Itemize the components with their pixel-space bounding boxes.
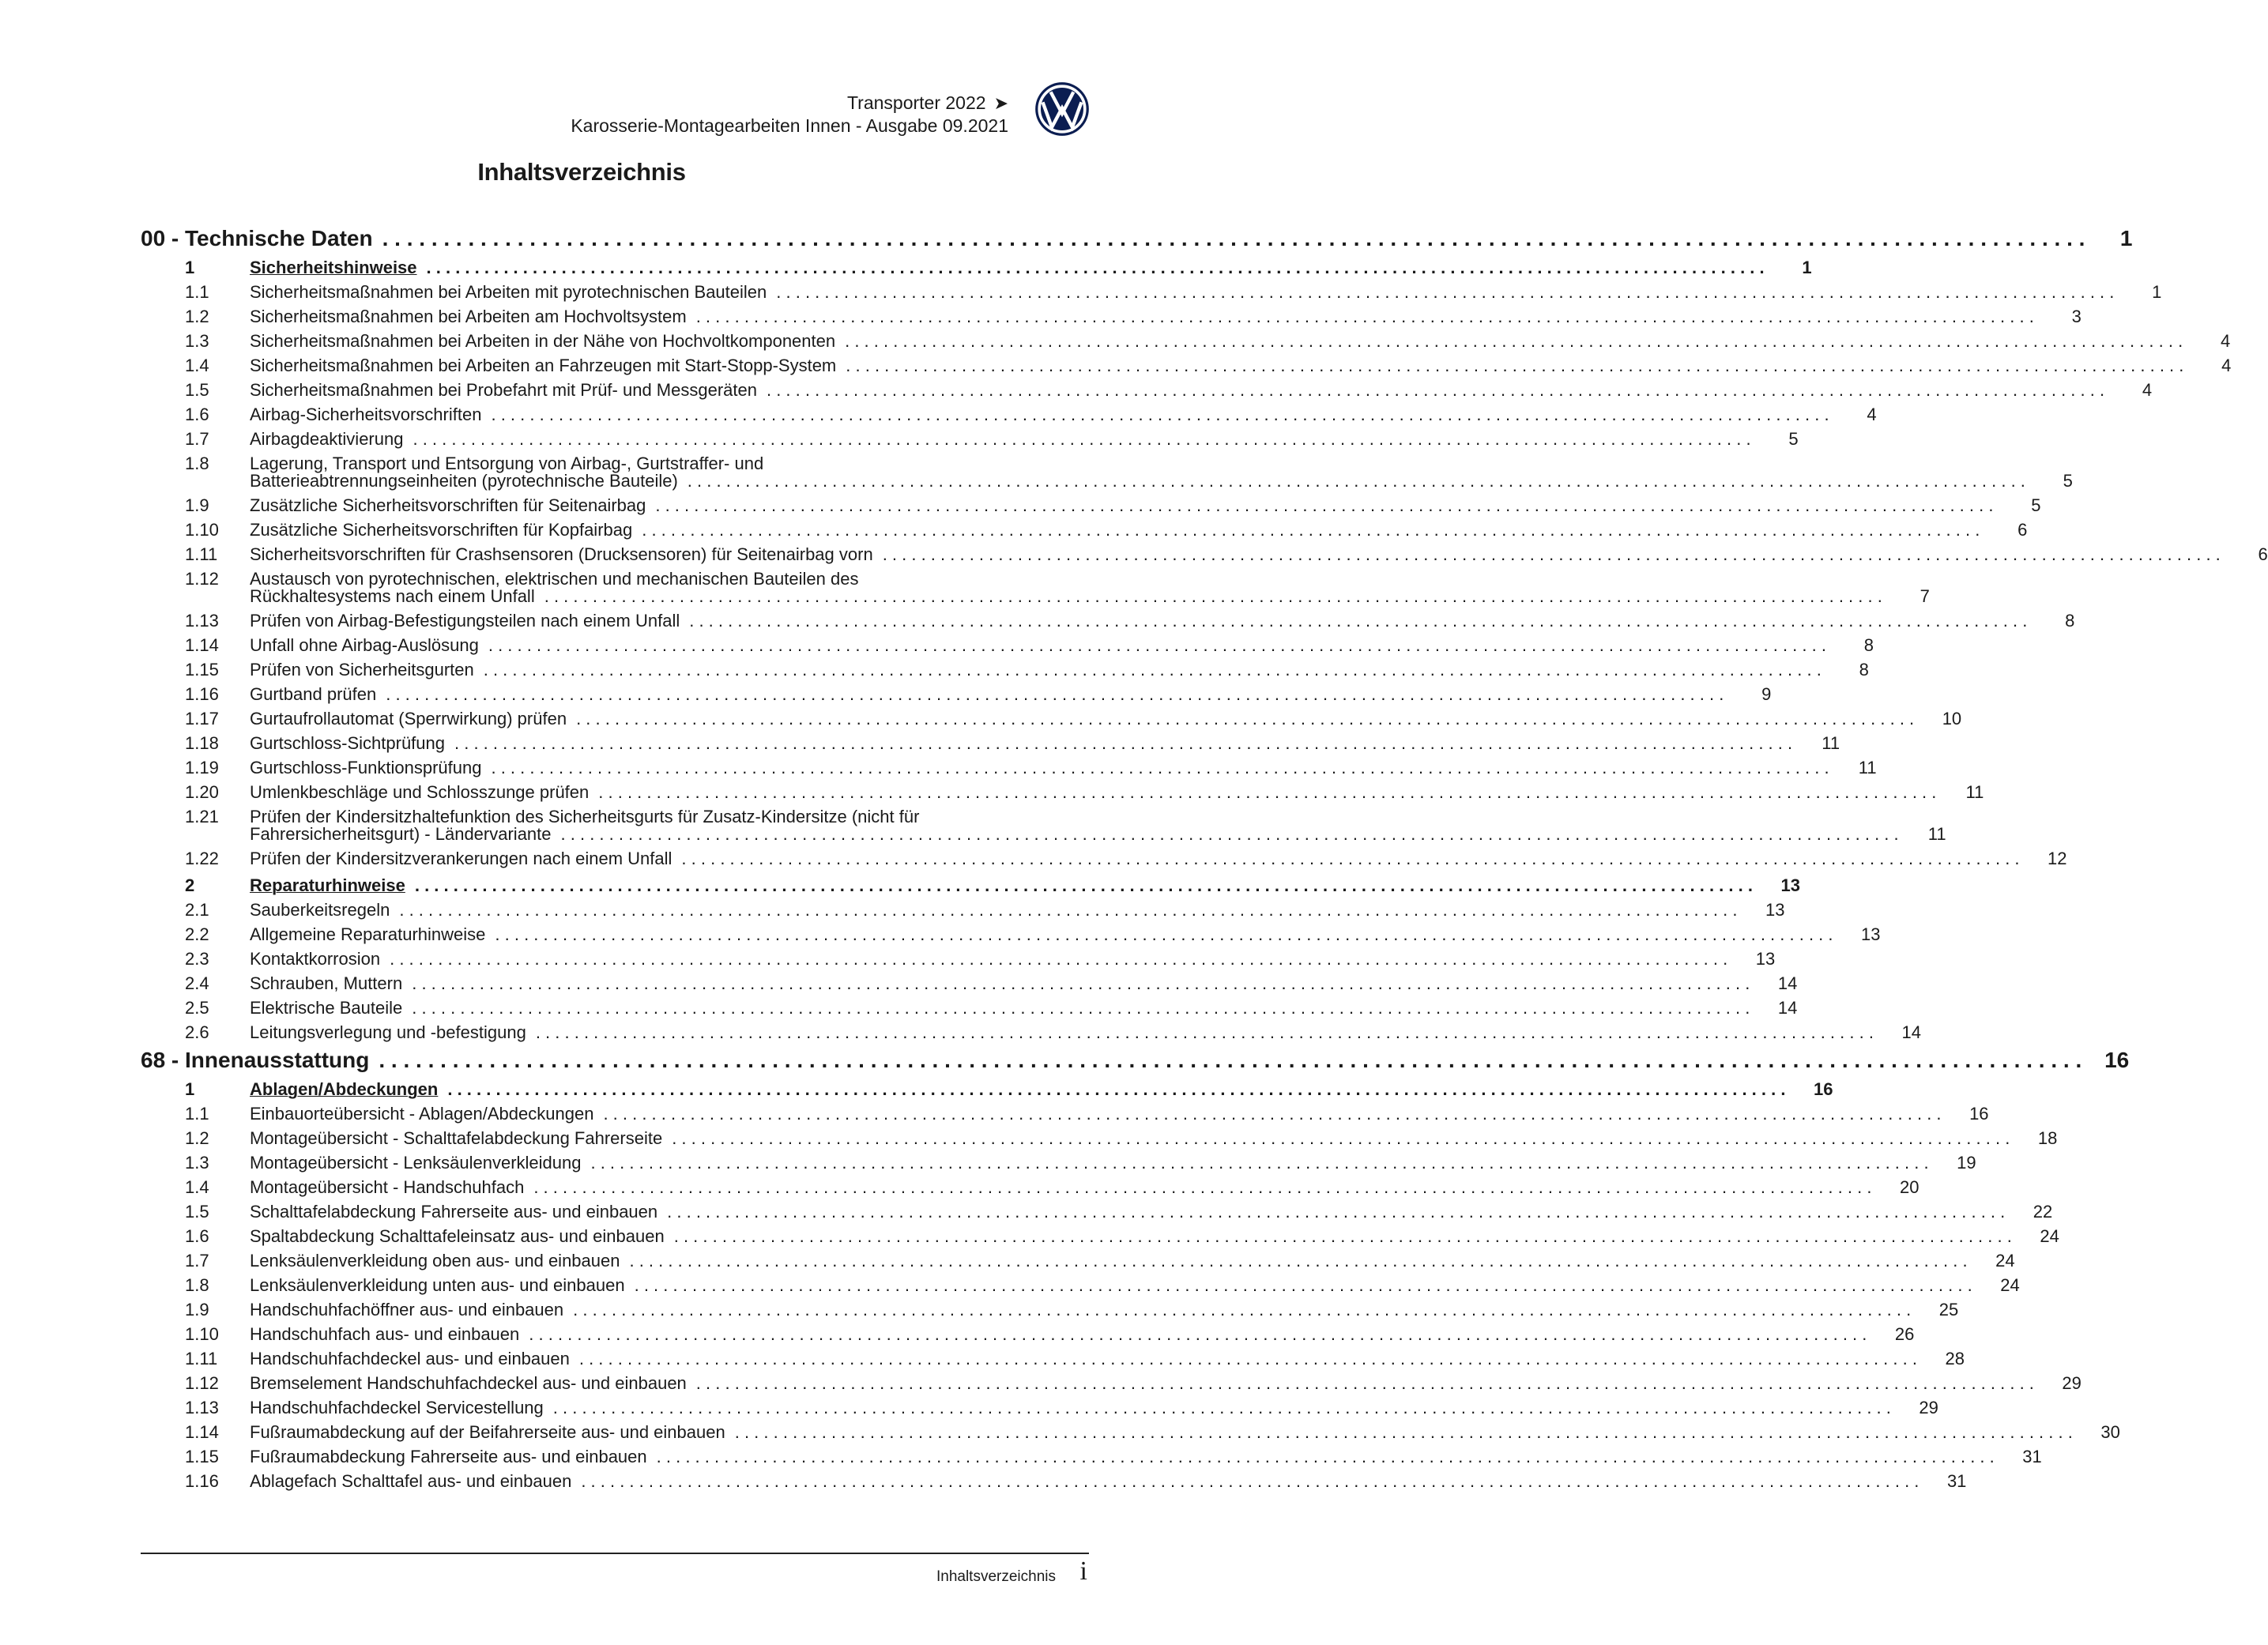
toc-item[interactable] (141, 807, 1946, 845)
header-subtitle: Karosserie-Montagearbeiten Innen - Ausgabe 09.2021 (571, 115, 1008, 136)
item-title: Sicherheitsmaßnahmen bei Arbeiten am Hochvoltsystem (250, 307, 687, 326)
item-number: 1.12 (185, 569, 219, 589)
dot-leader (725, 1422, 2073, 1443)
dot-leader (535, 586, 1882, 607)
item-title: Montageübersicht - Schalttafelabdeckung Fahrerseite (250, 1128, 663, 1148)
item-page: 3 (2071, 307, 2082, 326)
toc-item[interactable] (141, 1177, 1920, 1198)
item-title: Lenksäulenverkleidung oben aus- und einbauen (250, 1251, 620, 1270)
item-title-continued: Fahrersicherheitsgurt) - Ländervariante (250, 824, 552, 844)
item-number: 1.8 (185, 1275, 209, 1295)
item-page: 13 (1861, 924, 1881, 944)
item-number: 1.6 (185, 1226, 209, 1246)
dot-leader (376, 684, 1724, 705)
toc-item[interactable] (141, 758, 1877, 778)
item-number: 1.10 (185, 520, 219, 540)
item-page: 5 (2063, 471, 2073, 491)
item-number: 1.7 (185, 1251, 209, 1270)
toc-item[interactable] (141, 709, 1962, 729)
dot-leader (680, 611, 2027, 631)
item-page: 26 (1894, 1324, 1915, 1344)
toc-item[interactable] (141, 849, 2067, 869)
dot-leader (647, 1447, 1995, 1467)
toc-item[interactable] (141, 282, 2162, 303)
dot-leader (620, 1251, 1967, 1271)
page-header (571, 92, 1008, 137)
item-title: Montageübersicht - Handschuhfach (250, 1177, 525, 1197)
footer-page-number: i (1079, 1557, 1087, 1586)
table-of-contents (141, 221, 2268, 1492)
dot-leader (646, 495, 1993, 516)
section-number: 1 (185, 258, 195, 277)
section-number: 1 (185, 1079, 195, 1099)
item-title: Spaltabdeckung Schalttafeleinsatz aus- und einbauen (250, 1226, 665, 1246)
item-page: 9 (1761, 684, 1772, 704)
toc-item[interactable] (141, 733, 1840, 754)
dot-leader (402, 998, 1750, 1018)
item-title: Elektrische Bauteile (250, 998, 403, 1018)
item-title: Austausch von pyrotechnischen, elektrischen und mechanischen Bauteilen des (250, 569, 859, 589)
toc-item[interactable] (141, 660, 1869, 680)
dot-leader (373, 226, 2085, 251)
item-title-continued: Rückhaltesystems nach einem Unfall (250, 586, 535, 606)
item-number: 1.20 (185, 782, 219, 802)
item-number: 1.1 (185, 282, 209, 302)
item-page: 14 (1901, 1022, 1921, 1042)
item-number: 2.6 (185, 1022, 209, 1042)
item-number: 1.18 (185, 733, 219, 753)
toc-item[interactable] (141, 1422, 2120, 1443)
toc-item[interactable] (141, 611, 2075, 631)
item-title: Sicherheitsmaßnahmen bei Arbeiten mit pyrotechnischen Bauteilen (250, 282, 767, 302)
toc-item[interactable] (141, 429, 1799, 450)
item-title: Airbag-Sicherheitsvorschriften (250, 405, 482, 424)
item-title: Kontaktkorrosion (250, 949, 381, 969)
dot-leader (757, 380, 2104, 401)
item-page: 12 (2048, 849, 2067, 868)
toc-item[interactable] (141, 520, 2028, 540)
dot-leader (519, 1324, 1867, 1345)
dot-leader (625, 1275, 1972, 1296)
dot-leader (405, 875, 1753, 896)
item-page: 30 (2100, 1422, 2120, 1442)
toc-section[interactable] (141, 258, 1812, 278)
dot-leader (665, 1226, 2012, 1247)
dot-leader (380, 949, 1727, 969)
item-number: 1.8 (185, 454, 209, 473)
item-page: 8 (2065, 611, 2075, 631)
item-page: 18 (2037, 1128, 2058, 1148)
item-title: Prüfen der Kindersitzverankerungen nach einem Unfall (250, 849, 672, 868)
dot-leader (672, 849, 2019, 869)
item-title: Gurtschloss-Funktionsprüfung (250, 758, 482, 777)
item-number: 1.7 (185, 429, 209, 449)
item-title: Fußraumabdeckung auf der Beifahrerseite aus- und einbauen (250, 1422, 725, 1442)
toc-item[interactable] (141, 998, 1798, 1018)
item-page: 13 (1765, 900, 1785, 920)
chapter-page: 1 (2119, 226, 2133, 250)
item-number: 2.5 (185, 998, 209, 1018)
section-title: Reparaturhinweise (250, 875, 405, 895)
toc-item[interactable] (141, 1398, 1938, 1418)
item-title: Zusätzliche Sicherheitsvorschriften für Seitenairbag (250, 495, 646, 515)
item-number: 1.11 (185, 1349, 218, 1368)
item-page: 28 (1945, 1349, 1965, 1368)
item-page: 5 (2031, 495, 2041, 515)
chapter-page: 16 (2104, 1048, 2130, 1072)
item-number: 1.13 (185, 611, 219, 631)
footer-divider (141, 1553, 1089, 1554)
item-page: 22 (2033, 1202, 2053, 1222)
toc-item[interactable] (141, 782, 1984, 803)
dot-leader (417, 258, 1765, 278)
item-number: 1.12 (185, 1373, 219, 1393)
dot-leader (526, 1022, 1874, 1043)
dot-leader (632, 520, 1980, 540)
item-number: 2.1 (185, 900, 209, 920)
section-page: 16 (1813, 1079, 1833, 1099)
toc-item[interactable] (141, 1300, 1959, 1320)
item-number: 1.2 (185, 1128, 209, 1148)
toc-item[interactable] (141, 569, 1930, 607)
toc-item[interactable] (141, 949, 1776, 969)
item-page: 4 (2220, 331, 2231, 351)
header-model: Transporter 2022 (846, 92, 986, 113)
dot-leader (687, 1373, 2034, 1394)
item-number: 2.3 (185, 949, 209, 969)
item-title: Schrauben, Muttern (250, 973, 403, 993)
page-title: Inhaltsverzeichnis (477, 158, 686, 186)
toc-item[interactable] (141, 1022, 1921, 1043)
item-title: Bremselement Handschuhfachdeckel aus- und einbauen (250, 1373, 687, 1393)
toc-item[interactable] (141, 495, 2041, 516)
item-number: 1.15 (185, 1447, 219, 1466)
item-title: Lagerung, Transport und Entsorgung von Airbag-, Gurtstraffer- und (250, 454, 764, 473)
item-number: 1.3 (185, 331, 209, 351)
toc-item[interactable] (141, 454, 2073, 491)
section-page: 13 (1780, 875, 1800, 895)
item-number: 1.6 (185, 405, 209, 424)
item-page: 4 (2142, 380, 2153, 400)
toc-item[interactable] (141, 973, 1798, 994)
dot-leader (369, 1048, 2082, 1073)
item-title: Unfall ohne Airbag-Auslösung (250, 635, 479, 655)
dot-leader (445, 733, 1792, 754)
item-title-continued: Batterieabtrennungseinheiten (pyrotechnische Bauteile) (250, 471, 678, 491)
item-title: Montageübersicht - Lenksäulenverkleidung (250, 1153, 582, 1173)
dot-leader (589, 782, 1936, 803)
item-page: 5 (1788, 429, 1799, 449)
item-number: 1.22 (185, 849, 219, 868)
item-page: 24 (2000, 1275, 2020, 1295)
footer-label: Inhaltsverzeichnis (936, 1568, 1056, 1585)
item-number: 1.3 (185, 1153, 209, 1173)
dot-leader (390, 900, 1737, 920)
item-page: 20 (1899, 1177, 1920, 1197)
item-number: 1.16 (185, 1471, 219, 1491)
dot-leader (835, 331, 2183, 352)
toc-section[interactable] (141, 875, 1800, 896)
section-page: 1 (1802, 258, 1812, 277)
dot-leader (767, 282, 2114, 303)
dot-leader (662, 1128, 2010, 1149)
toc-item[interactable] (141, 356, 2232, 376)
item-number: 1.19 (185, 758, 219, 777)
toc-item[interactable] (141, 635, 1874, 656)
toc-item[interactable] (141, 405, 1877, 425)
toc-item[interactable] (141, 1202, 2053, 1222)
item-title: Gurtschloss-Sichtprüfung (250, 733, 445, 753)
toc-item[interactable] (141, 1226, 2059, 1247)
toc-item[interactable] (141, 1153, 1976, 1173)
item-page: 16 (1969, 1104, 1989, 1124)
dot-leader (678, 471, 2025, 491)
dot-leader (481, 405, 1829, 425)
item-number: 1.4 (185, 1177, 209, 1197)
item-page: 29 (1919, 1398, 1938, 1417)
dot-leader (657, 1202, 2005, 1222)
item-page: 7 (1920, 586, 1930, 606)
toc-item[interactable] (141, 1373, 2082, 1394)
item-number: 1.15 (185, 660, 219, 679)
toc-item[interactable] (141, 900, 1785, 920)
item-title: Prüfen der Kindersitzhaltefunktion des Sicherheitsgurts für Zusatz-Kindersitze (nicht für (250, 807, 920, 826)
item-page: 11 (1822, 733, 1840, 753)
item-title: Lenksäulenverkleidung unten aus- und einbauen (250, 1275, 625, 1295)
item-number: 1.13 (185, 1398, 219, 1417)
item-number: 1.4 (185, 356, 209, 375)
item-title: Handschuhfachdeckel Servicestellung (250, 1398, 544, 1417)
item-page: 8 (1859, 660, 1869, 679)
dot-leader (479, 635, 1826, 656)
item-number: 1.14 (185, 1422, 219, 1442)
toc-item[interactable] (141, 1324, 1915, 1345)
item-title: Leitungsverlegung und -befestigung (250, 1022, 526, 1042)
item-title: Fußraumabdeckung Fahrerseite aus- und einbauen (250, 1447, 647, 1466)
arrow-icon: ➤ (993, 93, 1008, 113)
toc-item[interactable] (141, 1128, 2058, 1149)
section-title: Ablagen/Abdeckungen (250, 1079, 439, 1099)
item-title: Gurtband prüfen (250, 684, 377, 704)
dot-leader (544, 1398, 1891, 1418)
item-number: 2.2 (185, 924, 209, 944)
item-title: Sauberkeitsregeln (250, 900, 390, 920)
item-title: Ablagefach Schalttafel aus- und einbauen (250, 1471, 572, 1491)
item-number: 1.5 (185, 380, 209, 400)
toc-chapter[interactable] (141, 1048, 2130, 1073)
item-page: 13 (1755, 949, 1776, 969)
dot-leader (552, 824, 1899, 845)
item-title: Handschuhfach aus- und einbauen (250, 1324, 520, 1344)
item-page: 10 (1942, 709, 1962, 728)
section-number: 2 (185, 875, 195, 895)
item-title: Handschuhfachöffner aus- und einbauen (250, 1300, 564, 1319)
dot-leader (524, 1177, 1871, 1198)
item-title: Gurtaufrollautomat (Sperrwirkung) prüfen (250, 709, 567, 728)
toc-item[interactable] (141, 1447, 2042, 1467)
dot-leader (438, 1079, 1785, 1100)
item-page: 25 (1938, 1300, 1959, 1319)
item-page: 6 (2258, 544, 2268, 564)
item-title: Allgemeine Reparaturhinweise (250, 924, 486, 944)
item-page: 4 (2221, 356, 2232, 375)
toc-item[interactable] (141, 1275, 2020, 1296)
toc-item[interactable] (141, 924, 1881, 945)
item-number: 2.4 (185, 973, 209, 993)
item-page: 11 (1965, 782, 1984, 802)
item-page: 31 (1946, 1471, 1967, 1491)
item-title: Handschuhfachdeckel aus- und einbauen (250, 1349, 570, 1368)
toc-item[interactable] (141, 380, 2153, 401)
item-title: Prüfen von Sicherheitsgurten (250, 660, 474, 679)
dot-leader (485, 924, 1833, 945)
toc-item[interactable] (141, 544, 2268, 565)
item-number: 1.1 (185, 1104, 209, 1124)
toc-item[interactable] (141, 1104, 1989, 1124)
item-title: Sicherheitsmaßnahmen bei Arbeiten an Fahrzeugen mit Start-Stopp-System (250, 356, 837, 375)
item-page: 11 (1858, 758, 1877, 777)
item-page: 11 (1927, 824, 1946, 844)
chapter-title: 68 - Innenausstattung (141, 1048, 370, 1072)
toc-chapter[interactable] (141, 226, 2133, 251)
dot-leader (873, 544, 2221, 565)
item-title: Airbagdeaktivierung (250, 429, 404, 449)
dot-leader (481, 758, 1829, 778)
dot-leader (570, 1349, 1917, 1369)
item-number: 1.14 (185, 635, 219, 655)
item-number: 1.10 (185, 1324, 219, 1344)
item-number: 1.9 (185, 1300, 209, 1319)
dot-leader (593, 1104, 1941, 1124)
toc-item[interactable] (141, 331, 2231, 352)
item-title: Schalttafelabdeckung Fahrerseite aus- und einbauen (250, 1202, 658, 1222)
dot-leader (581, 1153, 1928, 1173)
item-title: Sicherheitsmaßnahmen bei Probefahrt mit Prüf- und Messgeräten (250, 380, 757, 400)
item-number: 1.2 (185, 307, 209, 326)
section-title: Sicherheitshinweise (250, 258, 417, 277)
dot-leader (403, 429, 1750, 450)
item-page: 14 (1777, 998, 1798, 1018)
dot-leader (563, 1300, 1911, 1320)
item-number: 1.5 (185, 1202, 209, 1222)
dot-leader (474, 660, 1822, 680)
dot-leader (402, 973, 1750, 994)
toc-item[interactable] (141, 307, 2082, 327)
item-page: 1 (2152, 282, 2162, 302)
item-page: 29 (2062, 1373, 2082, 1393)
item-number: 1.9 (185, 495, 209, 515)
item-number: 1.21 (185, 807, 219, 826)
item-page: 14 (1777, 973, 1798, 993)
dot-leader (567, 709, 1914, 729)
toc-item[interactable] (141, 1471, 1967, 1492)
dot-leader (571, 1471, 1919, 1492)
item-title: Prüfen von Airbag-Befestigungsteilen nach einem Unfall (250, 611, 680, 631)
item-number: 1.16 (185, 684, 219, 704)
toc-item[interactable] (141, 1349, 1965, 1369)
item-page: 4 (1867, 405, 1877, 424)
item-page: 24 (1995, 1251, 2015, 1270)
toc-item[interactable] (141, 1251, 2015, 1271)
vw-logo-icon (1034, 81, 1091, 137)
item-number: 1.11 (185, 544, 218, 564)
item-page: 24 (2040, 1226, 2059, 1246)
item-page: 8 (1863, 635, 1874, 655)
item-title: Zusätzliche Sicherheitsvorschriften für Kopfairbag (250, 520, 633, 540)
item-number: 1.17 (185, 709, 219, 728)
dot-leader (687, 307, 2034, 327)
toc-section[interactable] (141, 1079, 1833, 1100)
item-title: Sicherheitsvorschriften für Crashsensoren (Drucksensoren) für Seitenairbag vorn (250, 544, 873, 564)
item-title: Sicherheitsmaßnahmen bei Arbeiten in der Nähe von Hochvoltkomponenten (250, 331, 836, 351)
dot-leader (836, 356, 2183, 376)
item-title: Einbauorteübersicht - Ablagen/Abdeckungen (250, 1104, 594, 1124)
item-title: Umlenkbeschläge und Schlosszunge prüfen (250, 782, 590, 802)
chapter-title: 00 - Technische Daten (141, 226, 373, 250)
item-page: 31 (2022, 1447, 2042, 1466)
toc-item[interactable] (141, 684, 1772, 705)
item-page: 19 (1957, 1153, 1976, 1173)
item-page: 6 (2017, 520, 2028, 540)
